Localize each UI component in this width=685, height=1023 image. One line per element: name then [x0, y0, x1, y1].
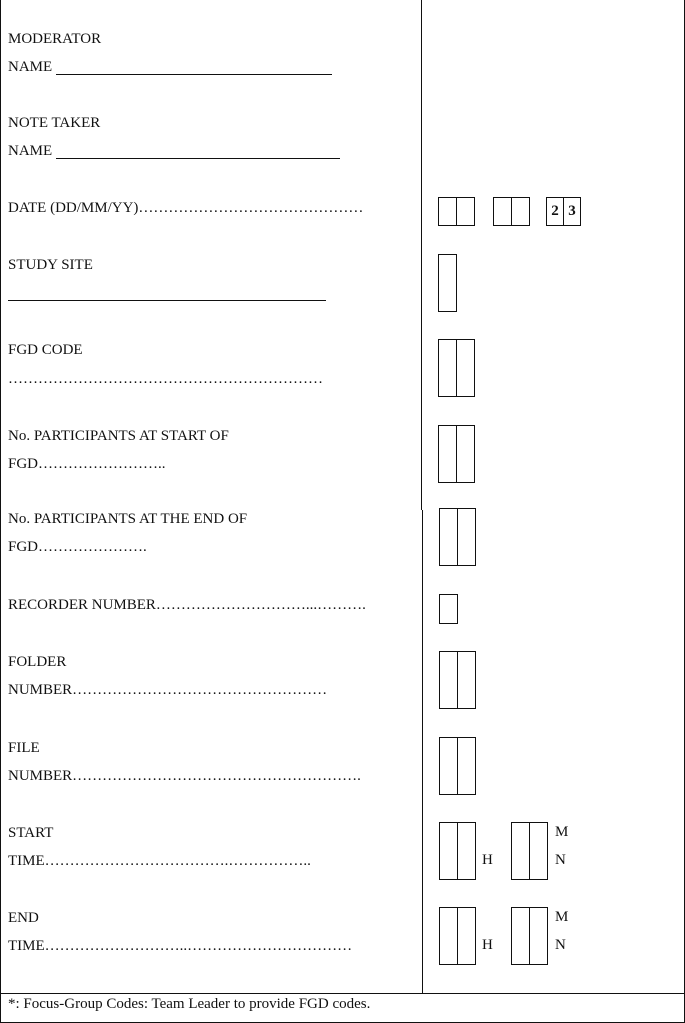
participants-start-label: No. PARTICIPANTS AT START OF: [8, 428, 229, 444]
end-time-minute-unit-n: N: [555, 937, 566, 953]
end-time-minute-digit-1[interactable]: [512, 908, 529, 964]
date-label: DATE (DD/MM/YY)………………………………………: [8, 200, 364, 216]
end-time-label: END: [8, 910, 39, 926]
end-time-minute-box[interactable]: [511, 907, 548, 965]
recorder-number-digit-1[interactable]: [440, 595, 457, 623]
fgd-code-box[interactable]: [438, 339, 475, 397]
study-site-line[interactable]: [8, 300, 326, 301]
participants-end-label: No. PARTICIPANTS AT THE END OF: [8, 511, 248, 527]
folder-number-box[interactable]: [439, 651, 476, 709]
moderator-name-label: NAME: [8, 59, 53, 75]
end-time-minute-digit-2[interactable]: [529, 908, 547, 964]
folder-number-digit-2[interactable]: [457, 652, 475, 708]
date-month-digit-2[interactable]: [511, 198, 529, 225]
folder-number-digit-1[interactable]: [440, 652, 457, 708]
frame-left-border: [0, 0, 1, 1023]
note-taker-name-label: NAME: [8, 143, 53, 159]
start-time-dotted-line: TIME……………………………….……………..: [8, 853, 311, 869]
footer-note: *: Focus-Group Codes: Team Leader to provide FGD codes.: [8, 996, 371, 1012]
file-number-digit-2[interactable]: [457, 738, 475, 794]
study-site-label: STUDY SITE: [8, 257, 93, 273]
fgd-code-digit-1[interactable]: [439, 340, 456, 396]
date-month-box[interactable]: [493, 197, 530, 226]
moderator-name-line[interactable]: [56, 74, 332, 75]
end-time-dotted-line: TIME………………………..……………………………: [8, 938, 353, 954]
date-day-box[interactable]: [438, 197, 475, 226]
end-time-minute-unit-m: M: [555, 909, 569, 925]
note-taker-name-line[interactable]: [56, 158, 340, 159]
end-time-hour-box[interactable]: [439, 907, 476, 965]
participants-start-digit-2[interactable]: [456, 426, 474, 482]
frame-footer-divider: [0, 993, 685, 994]
participants-start-digit-1[interactable]: [439, 426, 456, 482]
file-number-label: FILE: [8, 740, 40, 756]
recorder-number-label: RECORDER NUMBER…………………………...……….: [8, 597, 366, 613]
note-taker-label: NOTE TAKER: [8, 115, 101, 131]
start-time-hour-unit: H: [482, 852, 493, 868]
participants-end-digit-2[interactable]: [457, 509, 475, 565]
fgd-code-dotted-line: ………………………………………………………: [8, 371, 323, 387]
frame-column-divider-top: [421, 0, 422, 510]
study-site-digit-1[interactable]: [439, 255, 456, 311]
start-time-minute-digit-1[interactable]: [512, 823, 529, 879]
start-time-minute-unit-m: M: [555, 824, 569, 840]
start-time-minute-digit-2[interactable]: [529, 823, 547, 879]
date-day-digit-2[interactable]: [456, 198, 474, 225]
date-year-digit-1: 2: [551, 203, 559, 219]
date-year-digit-2: 3: [563, 198, 580, 225]
file-number-box[interactable]: [439, 737, 476, 795]
participants-end-dotted-line: FGD………………….: [8, 539, 147, 555]
start-time-minute-box[interactable]: [511, 822, 548, 880]
participants-start-box[interactable]: [438, 425, 475, 483]
folder-number-dotted-line: NUMBER……………………………………………: [8, 682, 328, 698]
participants-start-dotted-line: FGD……………………..: [8, 456, 166, 472]
fgd-code-label: FGD CODE: [8, 342, 83, 358]
end-time-hour-digit-1[interactable]: [440, 908, 457, 964]
file-number-dotted-line: NUMBER………………………………………………….: [8, 768, 361, 784]
end-time-hour-digit-2[interactable]: [457, 908, 475, 964]
start-time-hour-box[interactable]: [439, 822, 476, 880]
participants-end-box[interactable]: [439, 508, 476, 566]
moderator-label: MODERATOR: [8, 31, 102, 47]
participants-end-digit-1[interactable]: [440, 509, 457, 565]
start-time-label: START: [8, 825, 54, 841]
recorder-number-box[interactable]: [439, 594, 458, 624]
study-site-box[interactable]: [438, 254, 457, 312]
folder-number-label: FOLDER: [8, 654, 67, 670]
date-year-box[interactable]: [546, 197, 581, 226]
frame-column-divider-bottom: [422, 510, 423, 994]
file-number-digit-1[interactable]: [440, 738, 457, 794]
start-time-minute-unit-n: N: [555, 852, 566, 868]
date-month-digit-1[interactable]: [494, 198, 511, 225]
end-time-hour-unit: H: [482, 937, 493, 953]
date-day-digit-1[interactable]: [439, 198, 456, 225]
fgd-code-digit-2[interactable]: [456, 340, 474, 396]
start-time-hour-digit-1[interactable]: [440, 823, 457, 879]
start-time-hour-digit-2[interactable]: [457, 823, 475, 879]
